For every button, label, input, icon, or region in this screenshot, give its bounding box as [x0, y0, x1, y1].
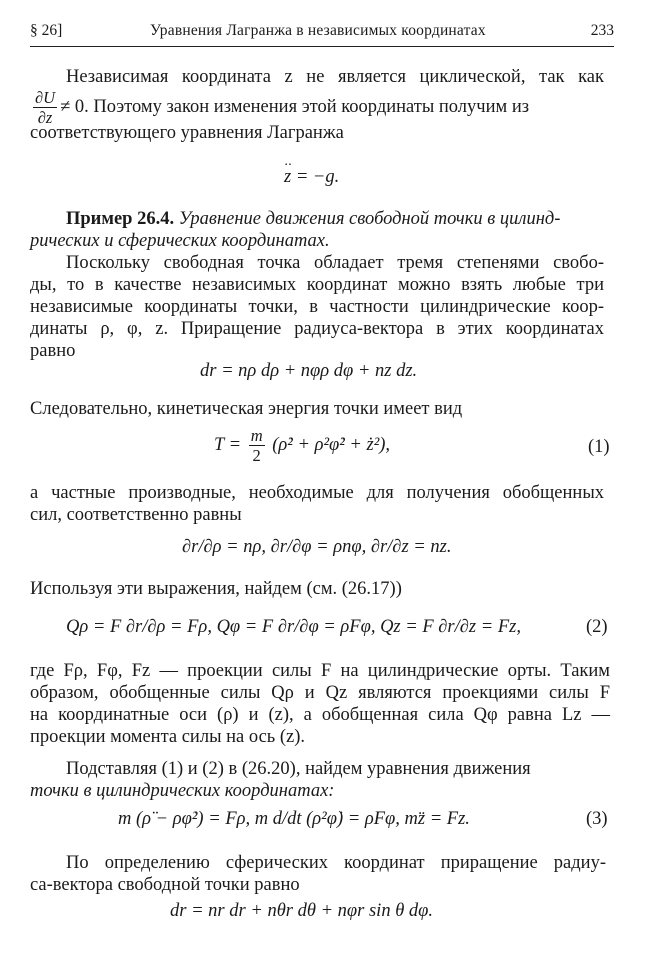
p1-line2: $\frac{\partial U}{\partial z}$ ≠ 0. Поэтому закон изменения этой координаты получим из [35, 88, 530, 127]
example-title-line1: Уравнение движения свободной точки в цилинд- [178, 209, 561, 229]
equation-dr-spherical: dr = nr dr + nθr dθ + nφr sin θ dφ. [170, 901, 434, 921]
section-number: § 26] [30, 22, 63, 39]
p8-line2: са-вектора свободной точки равно [30, 875, 300, 895]
p3-line1: Следовательно, кинетическая энергия точки имеет вид [30, 399, 463, 419]
p2-line2: ды, то в качестве независимых координат можно взять любые три [30, 275, 604, 295]
p1-line3: соответствующего уравнения Лагранжа [30, 123, 344, 143]
equation-2-number: (2) [586, 617, 608, 637]
p4-line1: а частные производные, необходимые для получения обобщенных [30, 483, 604, 503]
p5-line1: Используя эти выражения, найдем (см. (26.17)) [30, 579, 402, 599]
p6-line4: проекции момента силы на ось (z). [30, 727, 305, 747]
example-title-line2: рических и сферических координатах. [30, 231, 330, 251]
p2-line3: независимые координаты точки, в частности цилиндрические коор- [30, 297, 604, 317]
p6-line2: образом, обобщенные силы Qρ и Qz являются проекциями силы F [30, 683, 610, 703]
equation-z-ddot: ·· z = −g. [284, 166, 339, 188]
chapter-title: Уравнения Лагранжа в независимых координатах [150, 22, 486, 39]
equation-3-motion-cylindrical: m (ρ̈ − ρφ̇²) = Fρ, m d/dt (ρ²φ̇) = ρFφ, mz̈ = Fz. [118, 809, 470, 829]
page-number: 233 [590, 22, 614, 39]
p8-line1: По определению сферических координат приращение радиу- [66, 853, 606, 873]
p2-line4: динаты ρ, φ, z. Приращение радиуса-вектора в этих координатах [30, 319, 604, 339]
p2-line5: равно [30, 341, 76, 361]
dU-dz-fraction: $\frac{\partial U}{\partial z}$ [35, 88, 56, 127]
running-head [30, 22, 614, 47]
example-label: Пример 26.4. [66, 209, 175, 229]
equation-dr-cylindrical: dr = nρ dρ + nφρ dφ + nz dz. [200, 361, 418, 381]
p7-line2: точки в цилиндрических координатах: [30, 781, 335, 801]
equation-1-number: (1) [588, 437, 610, 457]
p2-line1: Поскольку свободная точка обладает тремя степенями свобо- [66, 253, 604, 273]
example-heading [66, 208, 560, 230]
p7-line1: Подставляя (1) и (2) в (26.20), найдем уравнения движения [66, 759, 531, 779]
p6-line1: где Fρ, Fφ, Fz — проекции силы F на цилиндрические орты. Таким [30, 661, 610, 681]
equation-1-kinetic-energy: T = $\frac{m}{2}$ (ρ̇² + ρ²φ̇² + ż²), [214, 426, 391, 465]
p6-line3: на координатные оси (ρ) и (z), а обобщенная сила Qφ равна Lz — [30, 705, 610, 725]
equation-2-generalized-forces: Qρ = F ∂r/∂ρ = Fρ, Qφ = F ∂r/∂φ = ρFφ, Qz = F ∂r/∂z = Fz, [66, 617, 521, 637]
p1-line1: Независимая координата z не является циклической, так как [66, 67, 604, 87]
equation-3-number: (3) [586, 809, 608, 829]
p4-line2: сил, соответственно равны [30, 505, 242, 525]
equation-partial-derivatives: ∂r/∂ρ = nρ, ∂r/∂φ = ρnφ, ∂r/∂z = nz. [182, 537, 452, 557]
